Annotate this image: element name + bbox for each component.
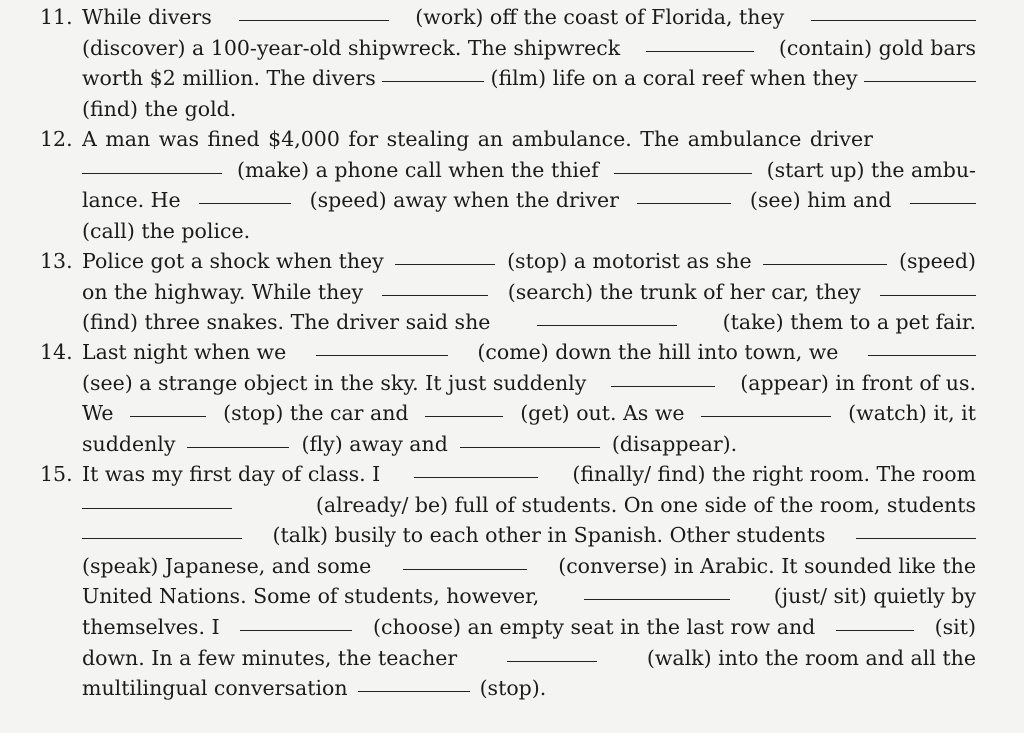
answer-blank[interactable] xyxy=(414,459,538,478)
text-segment: (get) out. As we xyxy=(520,401,685,426)
text-segment: (take) them to a pet fair. xyxy=(722,310,976,335)
text-segment: lance. He xyxy=(82,188,181,213)
text-segment: on the highway. While they xyxy=(82,279,364,304)
text-line xyxy=(82,124,976,155)
exercise-11 xyxy=(40,2,976,124)
answer-blank[interactable] xyxy=(637,185,731,204)
text-segment: worth $2 million. The divers xyxy=(82,66,376,91)
text-segment: (appear) in front of us. xyxy=(740,370,976,395)
text-segment: (discover) a 100-year-old shipwreck. The shipwreck xyxy=(82,35,621,60)
exercise-14 xyxy=(40,337,976,459)
text-segment: (finally/ find) the right room. The room xyxy=(572,462,976,486)
answer-blank[interactable] xyxy=(646,33,754,52)
text-segment: (speed) xyxy=(898,249,976,273)
text-line xyxy=(82,429,976,460)
answer-blank[interactable] xyxy=(836,612,914,631)
text-segment: (speak) Japanese, and some xyxy=(82,553,372,578)
answer-blank[interactable] xyxy=(880,277,976,296)
answer-blank[interactable] xyxy=(811,2,976,21)
text-line xyxy=(82,612,976,643)
exercise-number: 11. xyxy=(40,5,73,29)
exercise-number: 14. xyxy=(40,340,73,364)
text-segment: (find) three snakes. The driver said she xyxy=(82,310,491,335)
text-segment: (talk) busily to each other in Spanish. Other students xyxy=(272,523,826,548)
text-segment: (film) life on a coral reef when they xyxy=(490,66,858,91)
text-segment: suddenly xyxy=(82,431,176,456)
answer-blank[interactable] xyxy=(614,155,752,174)
text-segment: (start up) the ambu- xyxy=(766,157,976,182)
text-line xyxy=(82,185,976,216)
text-segment: down. In a few minutes, the teacher xyxy=(82,645,458,670)
answer-blank[interactable] xyxy=(910,185,976,204)
answer-blank[interactable] xyxy=(382,277,488,296)
text-segment: United Nations. Some of students, however, xyxy=(82,584,540,609)
text-segment: (watch) it, it xyxy=(848,401,976,426)
text-segment: (search) the trunk of her car, they xyxy=(507,279,861,304)
answer-blank[interactable] xyxy=(187,429,289,448)
text-segment: Last night when we xyxy=(82,340,287,364)
text-segment: (sit) xyxy=(934,614,976,639)
text-segment: A man was fined $4,000 for stealing an ambulance. The ambulance driver xyxy=(82,127,873,151)
text-segment: (speed) away when the driver xyxy=(309,188,619,213)
answer-blank[interactable] xyxy=(358,673,470,692)
answer-blank[interactable] xyxy=(82,520,242,539)
text-line xyxy=(82,551,976,582)
text-segment: (choose) an empty seat in the last row and xyxy=(372,614,816,639)
answer-blank[interactable] xyxy=(240,612,352,631)
answer-blank[interactable] xyxy=(199,185,291,204)
answer-blank[interactable] xyxy=(611,368,715,387)
exercise-number: 13. xyxy=(40,249,73,273)
text-segment: (make) a phone call when the thief xyxy=(236,157,599,182)
text-segment: (stop). xyxy=(479,676,547,701)
text-segment: (just/ sit) quietly by xyxy=(773,584,976,609)
text-line xyxy=(82,337,976,368)
text-segment: (converse) in Arabic. It sounded like the xyxy=(558,553,976,578)
text-segment: (stop) the car and xyxy=(223,401,409,426)
text-segment: (stop) a motorist as she xyxy=(507,249,752,273)
answer-blank[interactable] xyxy=(701,398,831,417)
text-segment: (find) the gold. xyxy=(82,96,237,121)
text-line xyxy=(82,2,976,33)
text-line xyxy=(82,520,976,551)
text-line xyxy=(82,490,976,521)
answer-blank[interactable] xyxy=(382,63,484,82)
answer-blank[interactable] xyxy=(868,337,976,356)
text-line xyxy=(82,63,976,94)
text-line xyxy=(82,216,976,247)
exercise-number: 15. xyxy=(40,462,73,486)
text-segment: It was my first day of class. I xyxy=(82,462,381,486)
answer-blank[interactable] xyxy=(507,643,597,662)
text-segment: (already/ be) full of students. On one side of the room, students xyxy=(315,492,976,517)
exercise-number: 12. xyxy=(40,127,73,151)
answer-blank[interactable] xyxy=(316,337,448,356)
text-line xyxy=(82,155,976,186)
answer-blank[interactable] xyxy=(239,2,389,21)
text-line xyxy=(82,246,976,277)
text-line xyxy=(82,581,976,612)
answer-blank[interactable] xyxy=(425,398,503,417)
exercise-15 xyxy=(40,459,976,704)
answer-blank[interactable] xyxy=(537,307,677,326)
text-segment: (disappear). xyxy=(611,431,738,456)
answer-blank[interactable] xyxy=(864,63,976,82)
text-segment: (contain) gold bars xyxy=(778,35,976,60)
text-line xyxy=(82,307,976,338)
text-segment: (see) a strange object in the sky. It just suddenly xyxy=(82,370,587,395)
answer-blank[interactable] xyxy=(82,490,232,509)
answer-blank[interactable] xyxy=(856,520,976,539)
text-segment: multilingual conversation xyxy=(82,676,348,701)
text-line xyxy=(82,368,976,399)
answer-blank[interactable] xyxy=(403,551,527,570)
text-segment: themselves. I xyxy=(82,614,220,639)
text-line xyxy=(82,459,976,490)
text-segment: (walk) into the room and all the xyxy=(646,645,976,670)
answer-blank[interactable] xyxy=(395,246,495,265)
text-line xyxy=(82,33,976,64)
text-segment: (fly) away and xyxy=(301,431,448,456)
text-segment: (call) the police. xyxy=(82,218,251,243)
answer-blank[interactable] xyxy=(584,581,730,600)
text-line xyxy=(82,277,976,308)
answer-blank[interactable] xyxy=(460,429,600,448)
text-line xyxy=(82,643,976,674)
text-segment: Police got a shock when they xyxy=(82,249,384,273)
text-segment: (work) off the coast of Florida, they xyxy=(415,5,785,29)
exercise-12 xyxy=(40,124,976,246)
text-line xyxy=(82,673,976,704)
text-segment: (come) down the hill into town, we xyxy=(477,340,839,364)
text-segment: (see) him and xyxy=(749,188,892,213)
text-line xyxy=(82,398,976,429)
answer-blank[interactable] xyxy=(130,398,206,417)
answer-blank[interactable] xyxy=(82,155,222,174)
text-segment: We xyxy=(82,401,114,426)
answer-blank[interactable] xyxy=(763,246,887,265)
text-segment: While divers xyxy=(82,5,212,29)
exercise-13 xyxy=(40,246,976,338)
text-line xyxy=(82,94,976,125)
